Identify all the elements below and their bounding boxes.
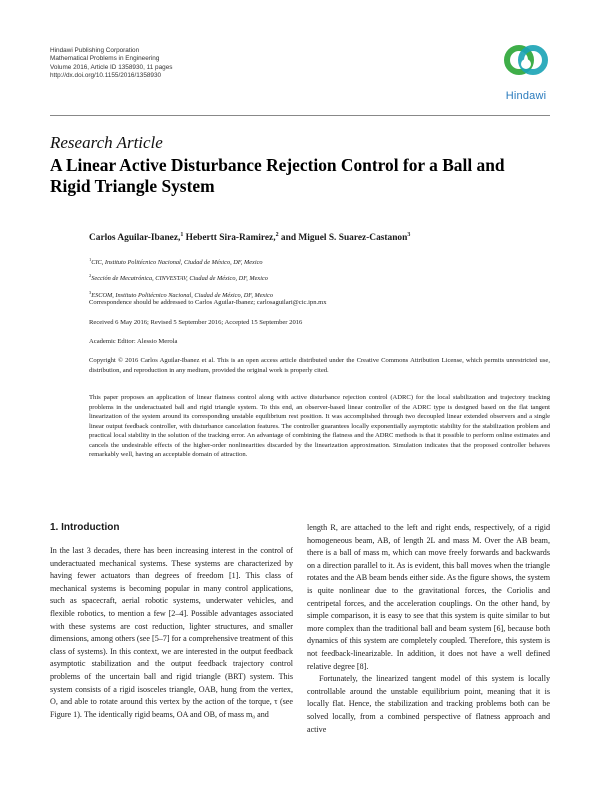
author-sup: 3 <box>407 232 411 238</box>
affiliation-list <box>89 253 273 302</box>
volume-info: Volume 2016, Article ID 1358930, 11 pages <box>50 63 173 71</box>
paragraph: In the last 3 decades, there has been increasing interest in the control of underactuated mechanical systems. These systems are characterized by having fewer actuators than degrees of freedom [1]. This class of mechanical systems is becoming popular in many control applications, such as spacecraft, aerial robotic systems, underwater vehicles, and flexible robotics, to mention a few [2–4]. Possible advantages associated with these systems are cost reduction, lighter structures, and smaller dimensions, among others (see [5–7] for a comprehensive treatment of this class of systems). In this context, we are interested in the output feedback asymptotic stabilization and the output feedback trajectory control problems of the uncertain ball and rigid triangle (BRT) system. This system consists of a rigid isosceles triangle, OAB, hung from the vertex, O, and able to rotate around this vertex by the action of the torque, τ (see Figure 1). The identically rigid beams, OA and OB, of mass m₀ and <box>50 546 293 719</box>
author-name: and Miguel S. Suarez-Castanon <box>280 233 408 244</box>
affiliation-item: $^3$ESCOM, Instituto Politécnico Nacional, Ciudad de México, DF, Mexico <box>89 289 274 299</box>
article-type: Research Article <box>50 133 163 152</box>
copyright-notice: Copyright © 2016 Carlos Aguilar-Ibanez et al. This is an open access article distributed under the Creative Commons Attribution License, which permits unrestricted use, distribution, and reproduction in any medium, provided the original work is properly cited. <box>89 357 550 374</box>
author-list <box>89 232 410 243</box>
hindawi-logo <box>496 38 556 102</box>
logo-wordmark: Hindawi <box>505 90 547 102</box>
journal-name: Mathematical Problems in Engineering <box>50 55 160 63</box>
body-column-left <box>50 545 293 721</box>
author-name: Hebertt Sira-Ramirez, <box>185 233 276 244</box>
author-name: Carlos Aguilar-Ibanez, <box>89 233 181 244</box>
publisher-name: Hindawi Publishing Corporation <box>50 47 140 54</box>
author-sup: 2 <box>275 232 279 238</box>
header-divider <box>50 115 550 116</box>
doi-link[interactable]: http://dx.doi.org/10.1155/2016/1358930 <box>50 71 162 79</box>
academic-editor: Academic Editor: Alessio Merola <box>89 338 178 345</box>
journal-header <box>50 47 172 80</box>
hindawi-rings-icon <box>496 38 556 86</box>
body-column-right <box>307 522 550 736</box>
author-sup: 1 <box>180 232 184 238</box>
affiliation-item: $^2$Sección de Mecatrónica, CINVESTAV, Ciudad de México, DF, Mexico <box>89 273 268 283</box>
paragraph: length R, are attached to the left and right ends, respectively, of a rigid homogeneous beam, AB, of length 2L and mass M. Over the AB beam, there is a ball of mass m, which can move freely forwards and backwards on a direction parallel to it. As is evident, this ball moves when the triangle rotates and the AB beam bends either side. As the figure shows, the system is quite nonlinear due to the gravitational forces, the Coriolis and centripetal forces, and the acceleration couplings. On the other hand, by simple comparison, it is easy to see that this system is quite similar to but more complex than the traditional ball and beam system [6], because both dynamics of this system are completely coupled. Therefore, this system is not feedback-linearizable. In addition, it does not have a well defined relative degree [8]. <box>307 523 550 671</box>
section-heading-introduction: 1. Introduction <box>50 522 120 533</box>
correspondence-note: Correspondence should be addressed to Carlos Aguilar-Ibanez; carlosaguilari@cic.ipn.mx <box>89 299 327 306</box>
abstract: This paper proposes an application of linear flatness control along with active disturbance rejection control (ADRC) for the local stabilization and trajectory tracking problems in the underactuated ball and rigid triangle system. To this end, an observer-based linear controller of the ADRC type is designed based on the flat tangent linearization of the system around its corresponding unstable equilibrium rest position. It was accomplished through two decoupled linear extended observers and a single linear output feedback controller, with disturbance cancelation features. The controller guarantees locally exponentially asymptotic stability for the stabilization problem and practical local stability in the solution of the tracking error. An advantage of combining the flatness and the ADRC methods is that it possible to perform online estimates and cancels the undesirable effects of the higher-order nonlinearities discarded by the linearization approximation. Simulation indicates that the proposed controller behaves remarkably well, having an acceptable domain of attraction. <box>89 394 550 458</box>
paragraph: Fortunately, the linearized tangent model of this system is locally controllable around the unstable equilibrium point, meaning that it is locally flat. Hence, the stabilization and tracking problems both can be solved locally, from a combined perspective of flatness approach and active <box>307 674 550 734</box>
article-title: A Linear Active Disturbance Rejection Control for a Ball and Rigid Triangle System <box>50 155 505 196</box>
article-dates: Received 6 May 2016; Revised 5 September 2016; Accepted 15 September 2016 <box>89 319 303 326</box>
affiliation-item: $^1$CIC, Instituto Politécnico Nacional, Ciudad de México, DF, Mexico <box>89 257 263 267</box>
